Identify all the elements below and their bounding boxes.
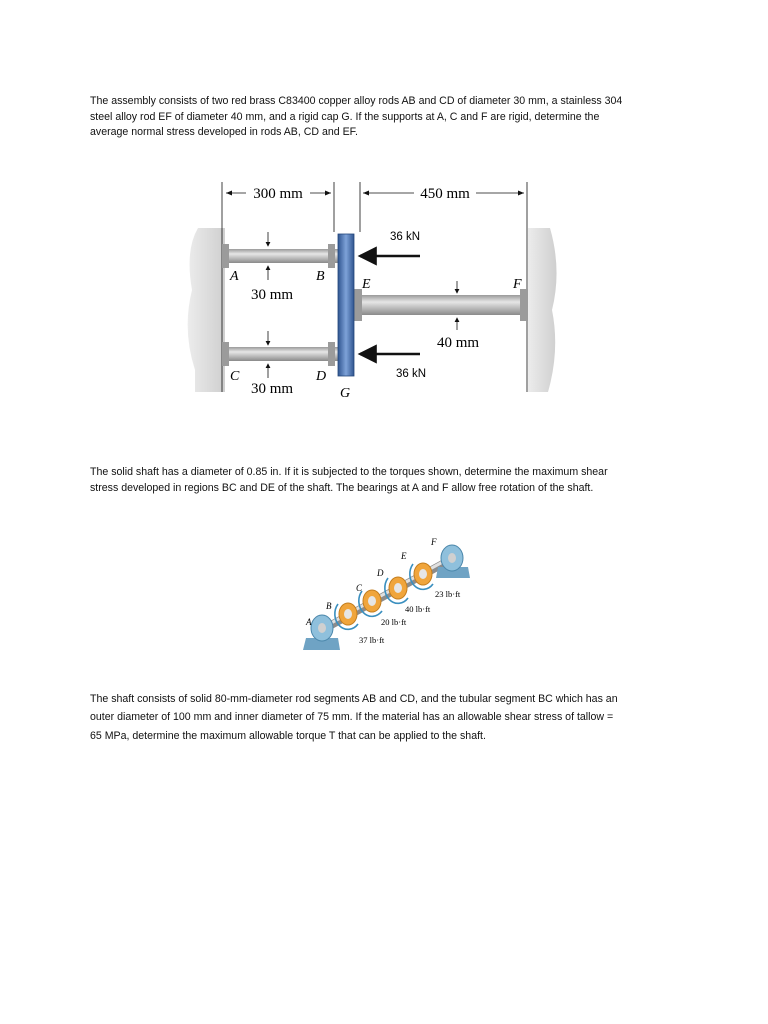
shaft-label-d: D bbox=[377, 568, 384, 578]
text-line: The assembly consists of two red brass C83400 copper alloy rods AB and CD of diameter 30 mm, a stainless 304 bbox=[90, 95, 623, 107]
shaft-label-c: C bbox=[356, 583, 363, 593]
force-top-label: 36 kN bbox=[389, 231, 421, 243]
torque-23-label: 23 lb·ft bbox=[435, 589, 461, 599]
torque-40-label: 40 lb·ft bbox=[405, 604, 431, 614]
label-f: F bbox=[513, 277, 522, 292]
ring-e bbox=[414, 563, 432, 585]
rod-ef bbox=[355, 295, 527, 315]
torque-37-label: 37 lb·ft bbox=[359, 635, 385, 645]
text-line: The shaft consists of solid 80-mm-diameter rod segments AB and CD, and the tubular segment BC which has an bbox=[90, 693, 618, 705]
dia-ab-label: 30 mm bbox=[250, 287, 294, 303]
right-wall bbox=[528, 228, 557, 392]
dimension-450: 450 mm bbox=[420, 186, 470, 202]
label-g: G bbox=[340, 386, 351, 401]
label-d: D bbox=[316, 369, 327, 384]
ring-b bbox=[339, 603, 357, 625]
rigid-cap-g bbox=[338, 234, 354, 376]
problem-2-text bbox=[90, 465, 680, 496]
text-line: outer diameter of 100 mm and inner diameter of 75 mm. If the material has an allowable shear stress of tallow = bbox=[90, 711, 614, 724]
label-e: E bbox=[362, 277, 371, 292]
bearing-f bbox=[436, 545, 470, 578]
left-wall bbox=[188, 228, 225, 392]
label-b: B bbox=[316, 269, 325, 284]
problem-3-text bbox=[90, 690, 680, 745]
label-c: C bbox=[230, 369, 240, 384]
label-a: A bbox=[230, 269, 239, 284]
text-line: steel alloy rod EF of diameter 40 mm, and a rigid cap G. If the supports at A, C and F are rigid, determine the bbox=[90, 110, 600, 123]
dia-cd-label: 30 mm bbox=[250, 381, 294, 397]
text-line: average normal stress developed in rods AB, CD and EF. bbox=[90, 126, 358, 139]
ring-d bbox=[389, 577, 407, 599]
text-line: 65 MPa, determine the maximum allowable torque T that can be applied to the shaft. bbox=[90, 729, 486, 742]
rod-ab bbox=[225, 249, 339, 263]
text-line: stress developed in regions BC and DE of the shaft. The bearings at A and F allow free rotation of the shaft. bbox=[90, 481, 594, 494]
shaft-label-b: B bbox=[326, 601, 332, 611]
shaft-label-e: E bbox=[401, 551, 407, 561]
dimension-300: 300 mm bbox=[253, 186, 303, 202]
rod-cd bbox=[225, 347, 339, 361]
shaft-figure bbox=[303, 537, 470, 650]
shaft-label-f: F bbox=[431, 537, 437, 547]
torque-20-label: 20 lb·ft bbox=[381, 617, 407, 627]
force-bottom-label: 36 kN bbox=[395, 368, 427, 380]
ring-c bbox=[363, 590, 381, 612]
dia-ef-label: 40 mm bbox=[436, 335, 480, 351]
text-line: The solid shaft has a diameter of 0.85 in. If it is subjected to the torques shown, determine the maximum shear bbox=[90, 466, 608, 478]
shaft-label-a: A bbox=[306, 617, 312, 627]
